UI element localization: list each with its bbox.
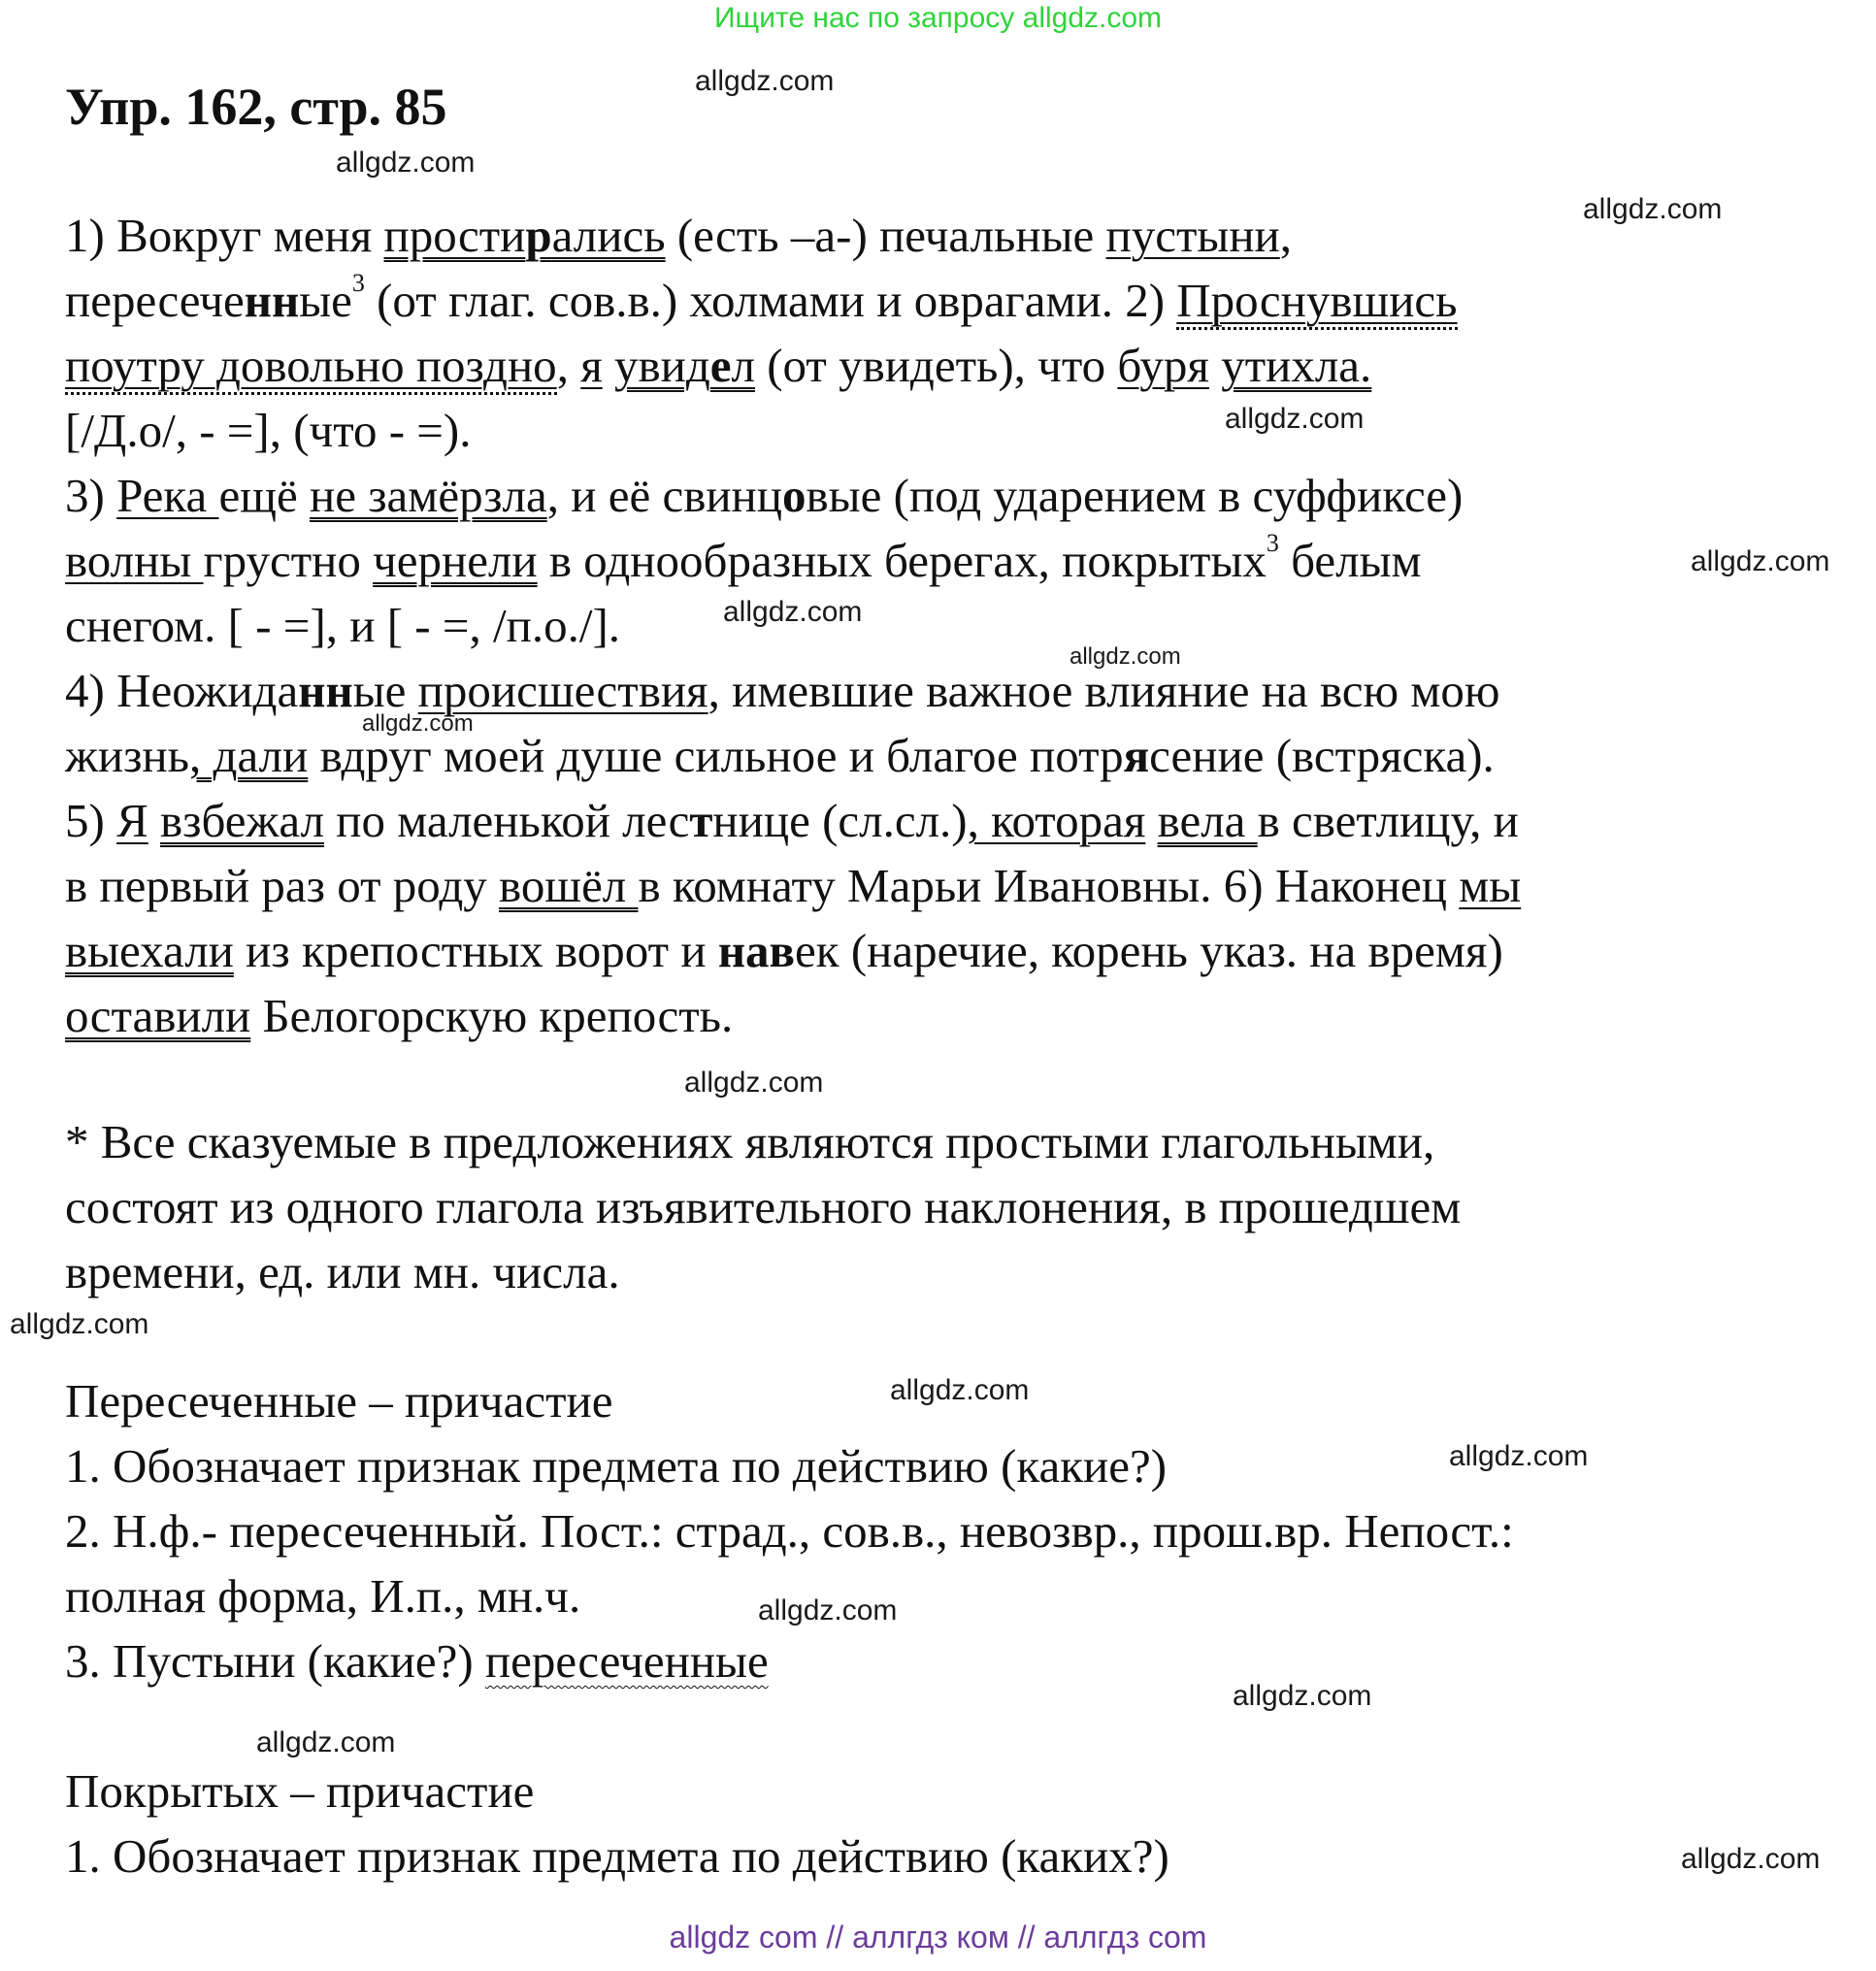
page-title: Упр. 162, стр. 85	[65, 78, 447, 136]
text-line: оставили Белогорскую крепость.	[65, 989, 734, 1042]
predicate: не замёрзла	[309, 469, 547, 522]
predicate: увидел	[613, 339, 755, 392]
subject: Река	[116, 469, 219, 522]
watermark: allgdz.com	[10, 1308, 149, 1340]
analysis-item: полная форма, И.п., мн.ч.	[65, 1569, 581, 1623]
note-line: * Все сказуемые в предложениях являются простыми глагольными,	[65, 1115, 1435, 1168]
watermark: allgdz.com	[336, 147, 476, 179]
watermark: allgdz.com	[695, 65, 835, 97]
predicate: вошёл	[499, 859, 639, 912]
analysis-item: 1. Обозначает признак предмета по действию (каких?)	[65, 1829, 1169, 1883]
attribute-word: пересеченные	[484, 1634, 769, 1688]
subject: , которая	[967, 794, 1146, 847]
exercise-text	[65, 203, 1841, 1048]
watermark: allgdz.com	[362, 710, 474, 737]
text-line: волны грустно чернели в однообразных берегах, покрытых$^3$ белым	[65, 529, 1422, 587]
predicate: оставили	[65, 989, 251, 1042]
text-line: 4) Неожиданные происшествия, имевшие важное влияние на всю мою	[65, 664, 1500, 717]
text-line: 5) Я взбежал по маленькой лестнице (сл.сл.), которая вела в светлицу, и	[65, 794, 1519, 847]
watermark: allgdz.com	[758, 1594, 898, 1626]
subject: буря	[1117, 339, 1209, 392]
analysis-item: 3. Пустыни (какие?) пересеченные	[65, 1634, 769, 1688]
watermark: allgdz.com	[890, 1374, 1030, 1406]
search-banner[interactable]: Ищите нас по запросу allgdz.com	[713, 2, 1163, 34]
text-line: 3) Река ещё не замёрзла, и её свинцовые (под ударением в суффиксе)	[65, 469, 1464, 522]
note-line: времени, ед. или мн. числа.	[65, 1245, 620, 1298]
predicate: утихла.	[1221, 339, 1372, 392]
adverbial-participle-phrase: поутру довольно поздно	[65, 339, 557, 395]
watermark: allgdz.com	[1691, 545, 1830, 577]
predicate: чернели	[373, 534, 538, 587]
text-line: жизнь, дали вдруг моей душе сильное и благое потрясение (встряска).	[65, 729, 1495, 782]
watermark: allgdz.com	[1225, 403, 1365, 435]
predicate: простирались	[383, 209, 666, 262]
text-line: пересеченные$^3$ (от глаг. сов.в.) холмами и оврагами. 2) Проснувшись	[65, 268, 1841, 333]
predicate: выехали	[65, 924, 234, 977]
watermark: allgdz.com	[1233, 1680, 1372, 1712]
note-line: состоят из одного глагола изъявительного наклонения, в прошедшем	[65, 1180, 1462, 1233]
footer-links[interactable]: allgdz com // аллгдз ком // аллгдз com	[669, 1920, 1207, 1955]
text-line: поутру довольно поздно, я увидел (от увидеть), что буря утихла.	[65, 333, 1841, 398]
subject: пустыни	[1105, 209, 1280, 262]
analysis-heading: Покрытых – причастие	[65, 1764, 535, 1818]
subject: волны	[65, 534, 204, 587]
text-line: 1) Вокруг меня простирались (есть –а-) печальные пустыни,	[65, 209, 1293, 262]
watermark: allgdz.com	[256, 1726, 396, 1758]
watermark: allgdz.com	[1449, 1440, 1589, 1472]
predicate: взбежал	[160, 794, 325, 847]
analysis-item: 1. Обозначает признак предмета по действию (какие?)	[65, 1439, 1168, 1493]
text-line: в первый раз от роду вошёл в комнату Марьи Ивановны. 6) Наконец мы	[65, 859, 1522, 912]
watermark: allgdz.com	[1070, 643, 1181, 670]
watermark: allgdz.com	[723, 596, 863, 628]
subject: Я	[116, 794, 148, 847]
scheme-line: снегом. [ - =], и [ - =, /п.о./].	[65, 599, 621, 652]
note-block	[65, 1109, 1841, 1304]
scheme-line: [/Д.о/, - =], (что - =).	[65, 404, 472, 457]
watermark: allgdz.com	[1583, 193, 1723, 225]
adverbial-participle-phrase: Проснувшись	[1176, 274, 1457, 330]
analysis-heading: Пересеченные – причастие	[65, 1374, 613, 1428]
subject: мы	[1459, 859, 1522, 912]
subject: происшествия	[417, 664, 708, 717]
text-line: выехали из крепостных ворот и навек (наречие, корень указ. на время)	[65, 924, 1503, 977]
subject: я	[580, 339, 603, 392]
analysis-item: 2. Н.ф.- пересеченный. Пост.: страд., сов.в., невозвр., прош.вр. Непост.:	[65, 1504, 1514, 1558]
participle-analysis-2	[65, 1758, 1841, 1889]
participle-analysis-1	[65, 1368, 1841, 1693]
predicate: вела	[1157, 794, 1258, 847]
predicate: , дали	[189, 729, 309, 782]
watermark: allgdz.com	[1681, 1843, 1821, 1875]
watermark: allgdz.com	[684, 1067, 824, 1099]
